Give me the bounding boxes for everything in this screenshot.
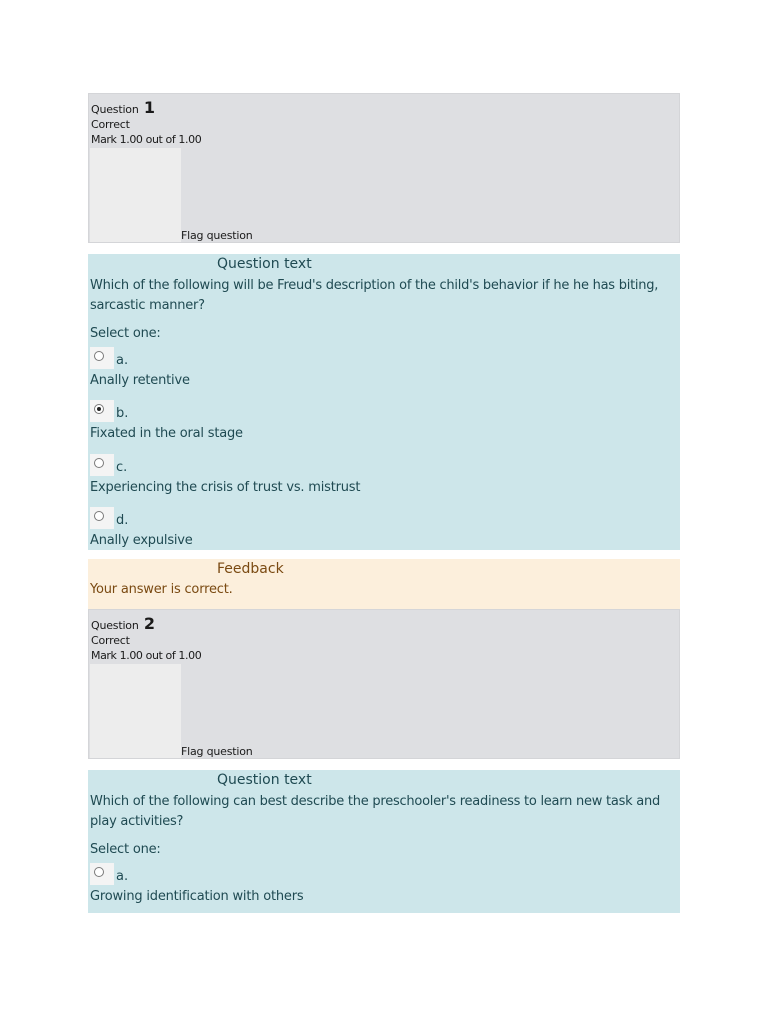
answer-option-a[interactable] — [90, 863, 670, 913]
question-number: 1 — [143, 98, 155, 117]
question-text-heading: Question text — [217, 256, 312, 272]
radio-container — [90, 507, 114, 529]
radio-container — [90, 400, 114, 422]
question-text: Which of the following can best describe the preschooler's readiness to learn new task and play activities? — [90, 794, 660, 829]
question-word: Question — [91, 619, 139, 632]
answer-option-b[interactable] — [90, 400, 670, 450]
select-one-prompt: Select one: — [90, 326, 161, 341]
option-text[interactable]: Fixated in the oral stage — [90, 426, 243, 441]
question-2-title — [91, 614, 155, 633]
radio-button-c[interactable] — [94, 458, 104, 468]
answer-option-c[interactable] — [90, 454, 670, 504]
question-word: Question — [91, 103, 139, 116]
option-letter: d. — [116, 513, 129, 528]
option-text[interactable]: Experiencing the crisis of trust vs. mistrust — [90, 480, 361, 495]
flag-question-link[interactable]: Flag question — [181, 229, 253, 242]
question-number: 2 — [143, 614, 155, 633]
feedback-text: Your answer is correct. — [90, 582, 233, 597]
question-2-content — [88, 770, 680, 913]
option-letter: a. — [116, 353, 129, 368]
select-one-prompt: Select one: — [90, 842, 161, 857]
answer-option-a[interactable] — [90, 347, 670, 397]
question-1-info — [88, 93, 680, 243]
question-grade: Mark 1.00 out of 1.00 — [91, 133, 202, 146]
radio-button-a[interactable] — [94, 867, 104, 877]
question-text: Which of the following will be Freud's description of the child's behavior if he he has biting, sarcastic manner? — [90, 278, 659, 313]
question-state: Correct — [91, 634, 130, 647]
radio-container — [90, 863, 114, 885]
question-state: Correct — [91, 118, 130, 131]
radio-button-d[interactable] — [94, 511, 104, 521]
radio-button-a[interactable] — [94, 351, 104, 361]
flag-question-link[interactable]: Flag question — [181, 745, 253, 758]
question-grade: Mark 1.00 out of 1.00 — [91, 649, 202, 662]
answer-option-d[interactable] — [90, 507, 670, 557]
question-1-content — [88, 254, 680, 550]
feedback-heading: Feedback — [217, 561, 284, 577]
option-letter: b. — [116, 406, 129, 421]
question-1-feedback — [88, 559, 680, 609]
question-text-heading: Question text — [217, 772, 312, 788]
option-text[interactable]: Growing identification with others — [90, 889, 304, 904]
radio-container — [90, 347, 114, 369]
option-letter: c. — [116, 460, 128, 475]
option-letter: a. — [116, 869, 129, 884]
flag-icon[interactable] — [90, 664, 181, 758]
question-1-title — [91, 98, 155, 117]
radio-button-b[interactable] — [94, 404, 104, 414]
radio-container — [90, 454, 114, 476]
flag-icon[interactable] — [90, 148, 181, 242]
question-2-info — [88, 609, 680, 759]
option-text[interactable]: Anally expulsive — [90, 533, 193, 548]
option-text[interactable]: Anally retentive — [90, 373, 190, 388]
